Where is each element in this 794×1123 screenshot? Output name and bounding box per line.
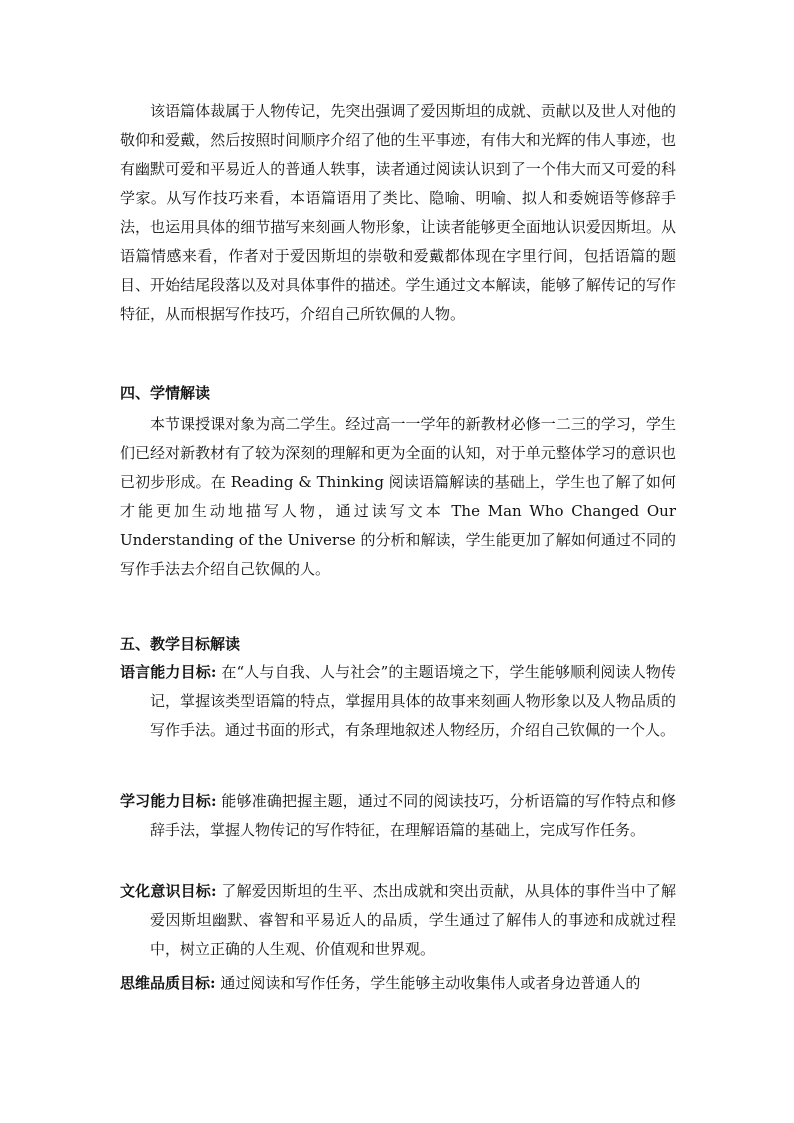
objective-label: 文化意识目标: [120, 882, 217, 900]
section-heading-learner-analysis: 四、学情解读 [120, 384, 211, 402]
objective-learning-ability [120, 787, 676, 845]
objective-label: 语言能力目标: [120, 663, 217, 681]
learner-analysis-paragraph: 本节课授课对象为高二学生。经过高一一学年的新教材必修一二三的学习，学生们已经对新教材有了较为深刻的理解和更为全面的认知，对于单元整体学习的意识也已初步形成。在 Reading & Thinking 阅读语篇解读的基础上，学生也了解了如何才能更加生动地描写人物，通过读写文本 The Man Who Changed Our Understanding of the Universe 的分析和解读，学生能更加了解如何通过不同的写作手法去介绍自己钦佩的人。 [120, 415, 676, 578]
objective-text: 能够准确把握主题，通过不同的阅读技巧，分析语篇的写作特点和修辞手法，掌握人物传记的写作特征，在理解语篇的基础上，完成写作任务。 [150, 792, 676, 839]
objective-label: 思维品质目标: [120, 974, 216, 992]
objective-language-ability [120, 658, 676, 745]
objective-text: 了解爱因斯坦的生平、杰出成就和突出贡献，从具体的事件当中了解爱因斯坦幽默、睿智和平易近人的品质，学生通过了解伟人的事迹和成就过程中，树立正确的人生观、价值观和世界观。 [150, 882, 676, 958]
objective-text: 在“人与自我、人与社会”的主题语境之下，学生能够顺利阅读人物传记，掌握该类型语篇的特点，掌握用具体的故事来刻画人物形象以及人物品质的写作手法。通过书面的形式，有条理地叙述人物经历，介绍自己钦佩的一个人。 [150, 663, 676, 739]
objective-text: 通过阅读和写作任务，学生能够主动收集伟人或者身边普通人的 [215, 974, 641, 992]
objective-label: 学习能力目标: [120, 792, 217, 810]
section-heading-teaching-objectives: 五、教学目标解读 [120, 635, 241, 653]
objective-cultural-awareness [120, 877, 676, 964]
objective-thinking-quality [120, 969, 676, 998]
text-analysis-paragraph: 该语篇体裁属于人物传记，先突出强调了爱因斯坦的成就、贡献以及世人对他的敬仰和爱戴，然后按照时间顺序介绍了他的生平事迹，有伟大和光辉的伟人事迹，也有幽默可爱和平易近人的普通人轶事，读者通过阅读认识到了一个伟大而又可爱的科学家。从写作技巧来看，本语篇语用了类比、隐喻、明喻、拟人和委婉语等修辞手法，也运用具体的细节描写来刻画人物形象，让读者能够更全面地认识爱因斯坦。从语篇情感来看，作者对于爱因斯坦的崇敬和爱戴都体现在字里行间，包括语篇的题目、开始结尾段落以及对具体事件的描述。学生通过文本解读，能够了解传记的写作特征，从而根据写作技巧，介绍自己所钦佩的人物。 [120, 102, 676, 323]
